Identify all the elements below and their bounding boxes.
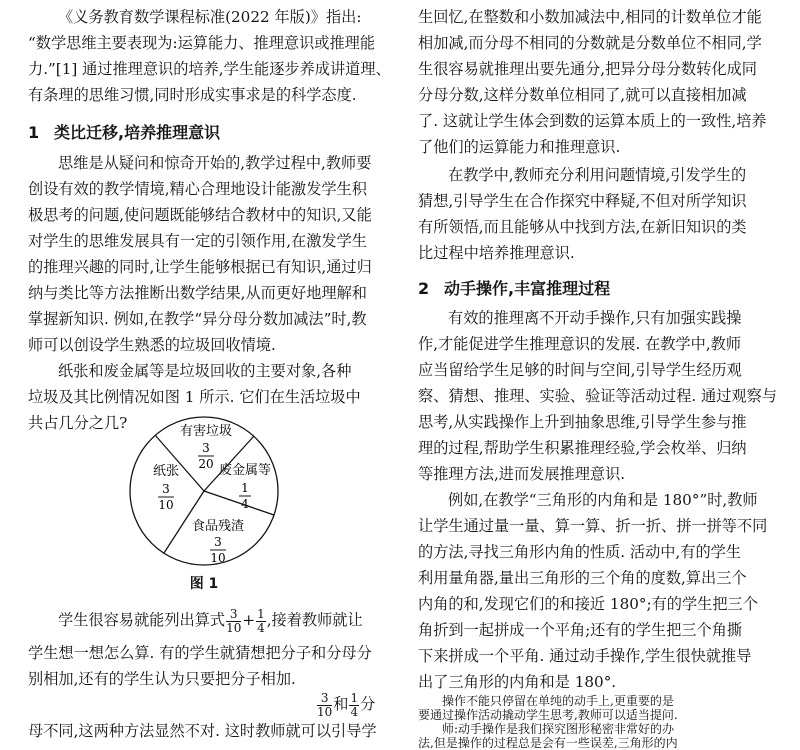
paragraph-line: 别相加,还有的学生认为只要把分子相加. [28, 670, 296, 688]
segment-denominator: 4 [241, 497, 249, 511]
paragraph-line: 内角的和,发现它们的和接近 180°;有的学生把三个 [418, 595, 758, 613]
fraction-numerator: 1 [350, 690, 359, 705]
fraction-denominator: 10 [226, 620, 242, 635]
paragraph-line: 让学生通过量一量、算一算、折一折、拼一拼等不同 [418, 517, 768, 535]
pie-chart-svg [94, 411, 314, 571]
fraction-denominator: 4 [350, 704, 359, 719]
fraction-1-4 [349, 692, 359, 719]
text-run: 学生很容易就能列出算式 [58, 611, 226, 629]
segment-numerator: 3 [162, 482, 170, 496]
paragraph-line: 有所领悟,而且能够从中找到方法,在新旧知识的类 [418, 218, 747, 236]
intro-line: “数学思维主要表现为:运算能力、推理意识或推理能 [28, 34, 376, 52]
paragraph-line: 有效的推理离不开动手操作,只有加强实践操 [448, 309, 742, 327]
fraction-denominator: 4 [257, 620, 265, 635]
math-line [28, 600, 363, 640]
paragraph-line: 分母分数,这样分数单位相同了,就可以直接相加减 [418, 86, 747, 104]
paragraph-line: 下来拼成一个平角. 通过动手操作,学生很快就推导 [418, 647, 752, 665]
paragraph-line: 思考,从实践操作上升到抽象思维,引导学生参与推 [418, 413, 747, 431]
segment-label: 有害垃圾 [179, 424, 233, 439]
paragraph-line: 母不同,这两种方法显然不对. 这时教师就可以引导学 [28, 722, 377, 740]
paragraph-line: 利用量角器,量出三角形的三个角的度数,算出三个 [418, 569, 747, 587]
segment-numerator: 3 [214, 535, 222, 549]
paragraph-line: 角折到一起拼成一个平角;还有的学生把三个角撕 [418, 621, 743, 639]
intro-line: 力.”[1] 通过推理意识的培养,学生能逐步养成讲道理、 [28, 60, 391, 78]
paragraph-line: 法,但是操作的过程总是会有一些误差,三角形的内 [418, 736, 678, 750]
paragraph-line: 生很容易就推理出要先通分,把异分母分数转化成同 [418, 60, 757, 78]
paragraph-line: 要通过操作活动撬动学生思考,教师可以适当提问. [418, 708, 678, 722]
paragraph-line: 师可以创设学生熟悉的垃圾回收情境. [28, 336, 276, 354]
text-run: 和 [333, 695, 349, 713]
paragraph-line: 比过程中培养推理意识. [418, 244, 575, 262]
paragraph-line: 操作不能只停留在单纯的动手上,更重要的是 [442, 694, 674, 708]
paragraph-line: 创设有效的教学情境,精心合理地设计能激发学生积 [28, 180, 367, 198]
text-run: 分 [360, 695, 376, 713]
figure-caption: 图 1 [189, 576, 219, 592]
intro-line: 《义务教育数学课程标准(2022 年版)》指出: [58, 8, 362, 26]
paragraph-line: 了. 这就让学生体会到数的运算本质上的一致性,培养 [418, 112, 767, 130]
fraction-numerator: 3 [317, 692, 332, 706]
section-number: 1 [28, 123, 40, 142]
paragraph-line: 思维是从疑问和惊奇开始的,教学过程中,教师要 [58, 154, 372, 172]
waste-pie-figure [94, 411, 314, 596]
paragraph-line: 作,才能促进学生推理意识的发展. 在教学中,教师 [418, 335, 742, 353]
segment-denominator: 20 [198, 457, 214, 471]
fraction-3-10 [317, 692, 332, 719]
fraction-numerator: 3 [226, 608, 241, 622]
section-number: 2 [418, 279, 430, 298]
paragraph-line: 理的过程,帮助学生积累推理经验,学会枚举、归纳 [418, 439, 747, 457]
paragraph-line: 对学生的思维发展具有一定的引领作用,在激发学生 [28, 232, 367, 250]
fraction-1-4 [256, 608, 266, 635]
paragraph-line: 生回忆,在整数和小数加减法中,相同的计数单位才能 [418, 8, 762, 26]
paragraph-line: 师:动手操作是我们探究图形秘密非常好的办 [442, 722, 675, 736]
paragraph-line: 在教学中,教师充分利用问题情境,引发学生的 [448, 166, 747, 184]
fraction-numerator: 1 [257, 606, 265, 621]
paragraph-line: 的推理兴趣的同时,让学生能够根据已有知识,通过归 [28, 258, 372, 276]
intro-line: 有条理的思维习惯,同时形成实事求是的科学态度. [28, 86, 357, 104]
segment-label: 纸张 [152, 464, 180, 479]
paragraph-line: 察、猜想、推理、实验、验证等活动过程. 通过观察与 [418, 387, 777, 405]
paragraph-line: 相加减,而分母不相同的分数就是分数单位不相同,学 [418, 34, 762, 52]
paragraph-line: 极思考的问题,使问题既能够结合教材中的知识,又能 [28, 206, 372, 224]
paragraph-line: 的方法,寻找三角形内角的性质. 活动中,有的学生 [418, 543, 742, 561]
plus-sign: + [242, 611, 256, 629]
segment-label: 食品残渣 [191, 519, 245, 534]
segment-numerator: 1 [241, 481, 249, 495]
problem-line: 共占几分之几? [28, 414, 128, 432]
segment-label: 废金属等 [218, 463, 272, 478]
fraction-3-10 [226, 608, 241, 635]
section-title: 动手操作,丰富推理过程 [444, 279, 611, 298]
paragraph-line: 学生想一想怎么算. 有的学生就猜想把分子和分母分 [28, 644, 372, 662]
paragraph-line: 出了三角形的内角和是 180°. [418, 673, 617, 691]
paragraph-line: 例如,在教学“三角形的内角和是 180°”时,教师 [448, 491, 758, 509]
fraction-denominator: 10 [317, 704, 333, 719]
segment-numerator: 3 [202, 441, 210, 455]
section-1-heading [28, 120, 220, 146]
paragraph-line: 掌握新知识. 例如,在教学“异分母分数加减法”时,教 [28, 310, 367, 328]
segment-denominator: 10 [158, 498, 174, 512]
section-title: 类比迁移,培养推理意识 [54, 123, 221, 142]
paragraph-line: 纳与类比等方法推断出数学结果,从而更好地理解和 [28, 284, 367, 302]
section-2-heading [418, 276, 610, 302]
paragraph-line: 猜想,引导学生在合作探究中释疑,不但对所学知识 [418, 192, 747, 210]
problem-line: 纸张和废金属等是垃圾回收的主要对象,各种 [58, 362, 352, 380]
paragraph-line: 了他们的运算能力和推理意识. [418, 138, 621, 156]
problem-line: 垃圾及其比例情况如图 1 所示. 它们在生活垃圾中 [28, 388, 361, 406]
paragraph-line: 应当留给学生足够的时间与空间,引导学生经历观 [418, 361, 742, 379]
paragraph-line: 等推理方法,进而发展推理意识. [418, 465, 626, 483]
text-run: ,接着教师就让 [266, 611, 363, 629]
segment-denominator: 10 [210, 551, 226, 565]
